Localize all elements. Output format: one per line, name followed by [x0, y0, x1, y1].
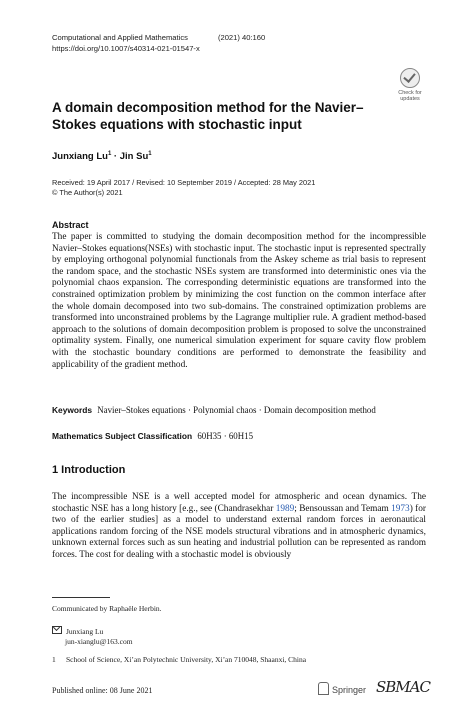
check-icon	[400, 68, 420, 88]
contact-name: Junxiang Lu	[66, 627, 104, 636]
envelope-icon	[52, 626, 62, 634]
intro-text: ; Bensoussan and Temam	[294, 503, 392, 514]
history-dates: Received: 19 April 2017 / Revised: 10 September 2019 / Accepted: 28 May 2021	[52, 178, 316, 187]
journal-name: Computational and Applied Mathematics	[52, 33, 188, 42]
affiliation-text: School of Science, Xi’an Polytechnic University, Xi’an 710048, Shaanxi, China	[66, 655, 307, 664]
author-name[interactable]: Junxiang Lu	[52, 151, 108, 163]
keywords-label: Keywords	[52, 405, 93, 415]
citation-link[interactable]: 1973	[391, 503, 410, 514]
article-history	[52, 178, 315, 198]
copyright-line: © The Author(s) 2021	[52, 188, 123, 197]
check-for-updates-badge[interactable]	[392, 68, 428, 102]
communicated-by: Communicated by Raphaële Herbin.	[52, 604, 162, 613]
author-name[interactable]: Jin Su	[119, 151, 149, 163]
published-date: Published online: 08 June 2021	[52, 686, 153, 695]
abstract-text: The paper is committed to studying the domain decomposition method for the incompressible Navier–Stokes equations(NSEs) with stochastic input. The stochastic input is represented spectrally by employing orthogonal polynomial functionals from the Askey scheme as trial basis to represent the random space, and the stochastic NSEs system are transformed into deterministic ones via the polynomial chaos expansion. The corresponding deterministic equations are transformed into the constrained optimization problem by minimizing the cost function on the common interface after the whole domain decomposed into two sub-domains. The constrained optimization problems are transformed into unconstrained problems by the Lagrange multiplier rule. A gradient method-based approach to the solutions of domain decomposition problem is proposed to solve the unconstrained optimality system. Finally, one numerical simulation experiment for square cavity flow problem with the stochastic boundary conditions are performed to demonstrate the feasibility and applicability of the gradient method.	[52, 232, 426, 370]
intro-text: The incompressible NSE is a well accepted model for atmospheric and ocean dynamics. The stochastic NSE has a long history [e.g., see (Chandrasekhar	[52, 492, 426, 514]
springer-logo[interactable]	[318, 682, 366, 695]
springer-horse-icon	[318, 682, 329, 695]
paper-title: A domain decomposition method for the Navier–Stokes equations with stochastic input	[52, 100, 364, 132]
volume-issue: (2021) 40:160	[217, 33, 266, 42]
doi-link[interactable]: https://doi.org/10.1007/s40314-021-01547-x	[52, 44, 200, 53]
keywords-text: Navier–Stokes equations · Polynomial chaos · Domain decomposition method	[97, 405, 376, 415]
badge-label-2: updates	[400, 96, 420, 102]
badge-label-1: Check for	[398, 90, 422, 96]
keywords-line	[52, 405, 432, 416]
publisher-name: Springer	[332, 685, 367, 695]
msc-line	[52, 431, 253, 442]
affiliation-marker: 1	[148, 151, 152, 157]
journal-header	[52, 33, 265, 43]
affiliation	[52, 655, 306, 664]
contact-email[interactable]: jun-xianglu@163.com	[65, 637, 133, 646]
footnote-divider	[52, 597, 110, 598]
intro-text: ) for two of the earlier studies] as a model to understand external random forces in aeronautical applications random forcing of the NSE models structural vibrations and in atmospheric dynamics, unknown external forces such as sun heating and industrial pollution can be represented as random forces. The cost for dealing with a stochastic model is obviously	[52, 503, 426, 560]
abstract-heading: Abstract	[52, 220, 89, 230]
affiliation-number: 1	[52, 655, 56, 664]
intro-paragraph	[52, 492, 426, 562]
author-separator: ·	[111, 151, 120, 163]
corresponding-author	[52, 626, 133, 647]
author-list	[52, 151, 152, 162]
citation-link[interactable]: 1989	[275, 503, 295, 514]
section-heading: 1 Introduction	[52, 464, 126, 476]
msc-label: Mathematics Subject Classification	[52, 431, 193, 441]
msc-codes: 60H35 · 60H15	[197, 431, 254, 441]
sbmac-logo: SBMAC	[376, 678, 430, 696]
affiliation-marker: 1	[107, 151, 112, 157]
